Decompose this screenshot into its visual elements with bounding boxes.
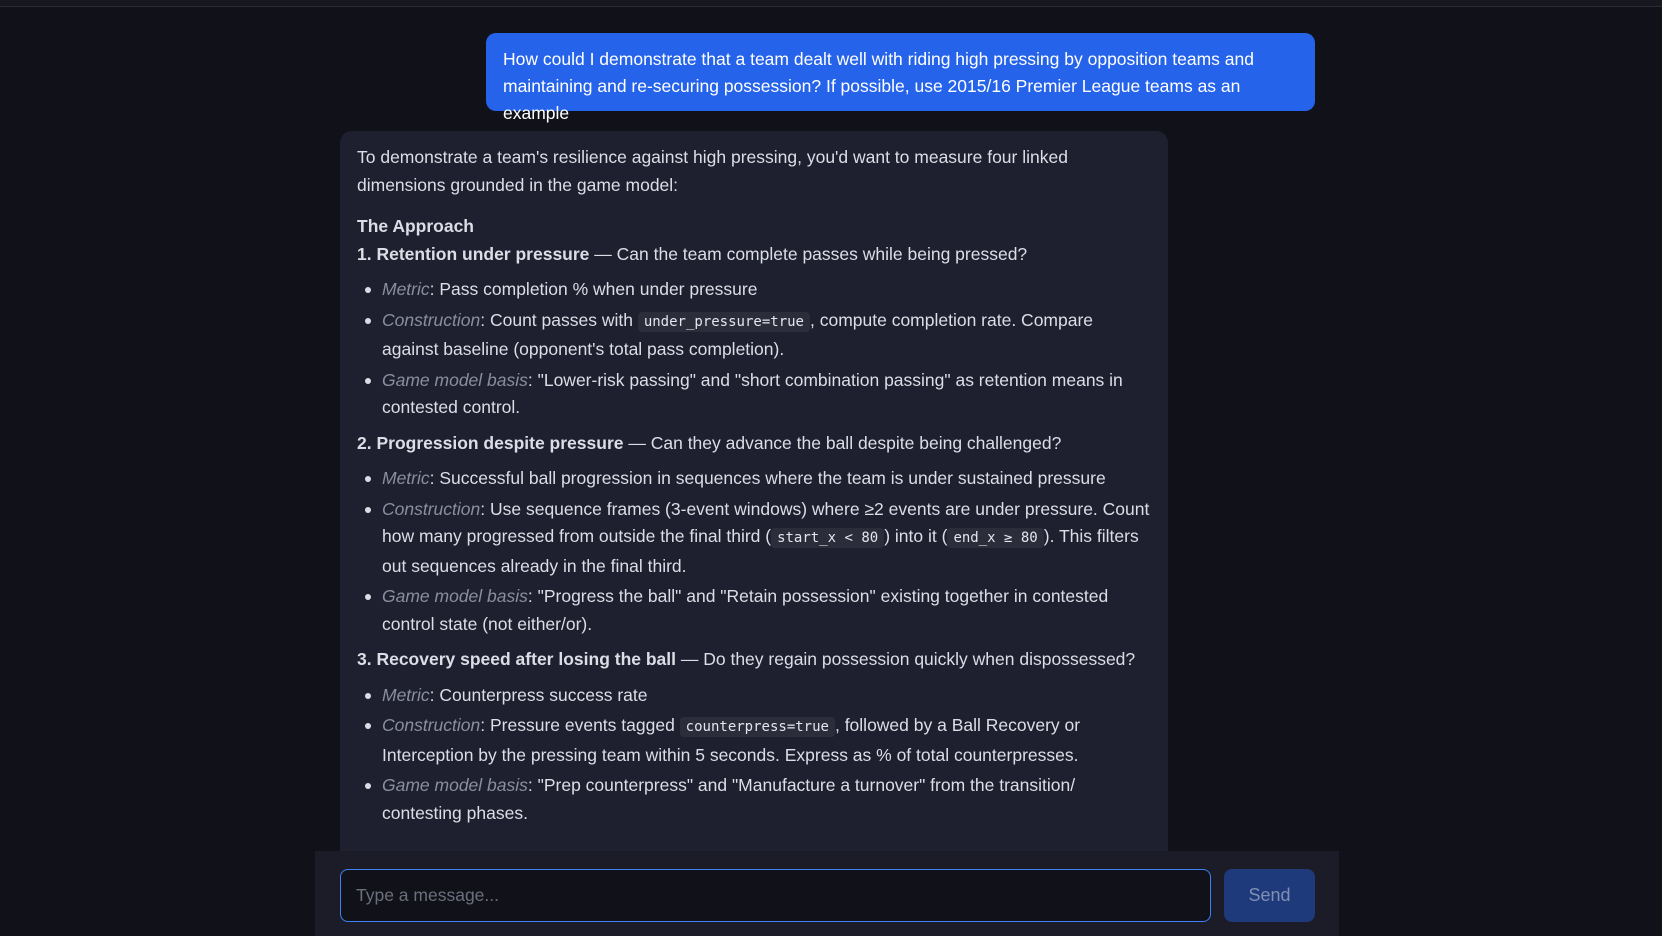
inline-code: under_pressure=true <box>638 312 810 332</box>
bullet-icon <box>365 594 371 600</box>
list-item <box>357 772 1151 827</box>
construction-text: : Count passes with <box>480 309 638 330</box>
construction-text: : Use sequence frames (3-event windows) where ≥2 events are under pressure. Count how many progressed from outside the final third ( <box>382 498 1150 546</box>
assistant-intro: To demonstrate a team's resilience against high pressing, you'd want to measure four linked dimensions grounded in the game model: <box>357 147 1068 195</box>
list-item <box>357 682 1151 710</box>
user-message-bubble <box>486 33 1315 123</box>
basis-term: Game model basis <box>382 586 528 606</box>
construction-text: ). This filters out sequences already in the final third. <box>382 526 1139 576</box>
point-bullets <box>357 682 1151 828</box>
point-title-progression <box>357 430 1151 458</box>
bullet-icon <box>365 693 371 699</box>
metric-term: Metric <box>382 468 430 488</box>
construction-term: Construction <box>382 309 481 330</box>
metric-term: Metric <box>382 684 430 705</box>
point-question: — Do they regain possession quickly when dispossessed? <box>676 649 1136 669</box>
construction-term: Construction <box>382 715 481 735</box>
inline-code: end_x ≥ 80 <box>947 528 1043 548</box>
basis-term: Game model basis <box>382 775 528 795</box>
list-item <box>357 583 1151 638</box>
point-title-label: 3. Recovery speed after losing the ball <box>357 649 676 669</box>
bullet-icon <box>365 783 371 789</box>
basis-text: : "Progress the ball" and "Retain possession" existing together in contested control state (not either/or). <box>382 586 1109 634</box>
point-question: — Can the team complete passes while being pressed? <box>589 243 1028 264</box>
basis-text: : "Prep counterpress" and "Manufacture a turnover" from the transition/ contesting phases. <box>382 775 1076 823</box>
construction-text: , compute completion rate. Compare against baseline (opponent's total pass completion). <box>382 309 1094 359</box>
inline-code: counterpress=true <box>680 717 835 737</box>
metric-text: : Pass completion % when under pressure <box>429 279 758 299</box>
bullet-icon <box>365 476 371 482</box>
metric-text: : Successful ball progression in sequences where the team is under sustained pressure <box>429 468 1106 488</box>
assistant-message-bubble <box>340 131 1168 851</box>
construction-term: Construction <box>382 498 481 519</box>
point-title-retention <box>357 241 1151 269</box>
point-bullets <box>357 465 1151 638</box>
section-heading: The Approach <box>357 216 474 236</box>
top-bar <box>0 0 1662 7</box>
metric-term: Metric <box>382 279 430 299</box>
bullet-icon <box>365 318 371 324</box>
construction-text: : Pressure events tagged <box>480 715 680 735</box>
list-item <box>357 367 1151 422</box>
construction-text: , followed by a Ball Recovery or Interception by the pressing team within 5 seconds. Express as % of total counterpresses. <box>382 715 1081 765</box>
list-item <box>357 712 1151 769</box>
point-title-label: 1. Retention under pressure <box>357 243 590 264</box>
construction-text: ) into it ( <box>884 526 948 546</box>
list-item <box>357 465 1151 493</box>
send-button[interactable]: Send <box>1224 869 1315 922</box>
message-composer <box>315 851 1339 936</box>
inline-code: start_x < 80 <box>771 528 884 548</box>
point-title-recovery <box>357 646 1151 674</box>
list-item <box>357 276 1151 304</box>
list-item <box>357 496 1151 581</box>
message-input[interactable] <box>340 869 1211 922</box>
point-question: — Can they advance the ball despite being challenged? <box>623 432 1062 453</box>
bullet-icon <box>365 723 371 729</box>
point-bullets <box>357 276 1151 422</box>
basis-term: Game model basis <box>382 369 528 390</box>
metric-text: : Counterpress success rate <box>429 684 648 705</box>
bullet-icon <box>365 507 371 513</box>
point-title-label: 2. Progression despite pressure <box>357 432 624 453</box>
bullet-icon <box>365 378 371 384</box>
bullet-icon <box>365 287 371 293</box>
user-message-text: How could I demonstrate that a team dealt well with riding high pressing by opposition teams and maintaining and re-securing possession? If possible, use 2015/16 Premier League teams as an example <box>503 49 1254 123</box>
basis-text: : "Lower-risk passing" and "short combination passing" as retention means in contested control. <box>382 369 1123 417</box>
list-item <box>357 307 1151 364</box>
